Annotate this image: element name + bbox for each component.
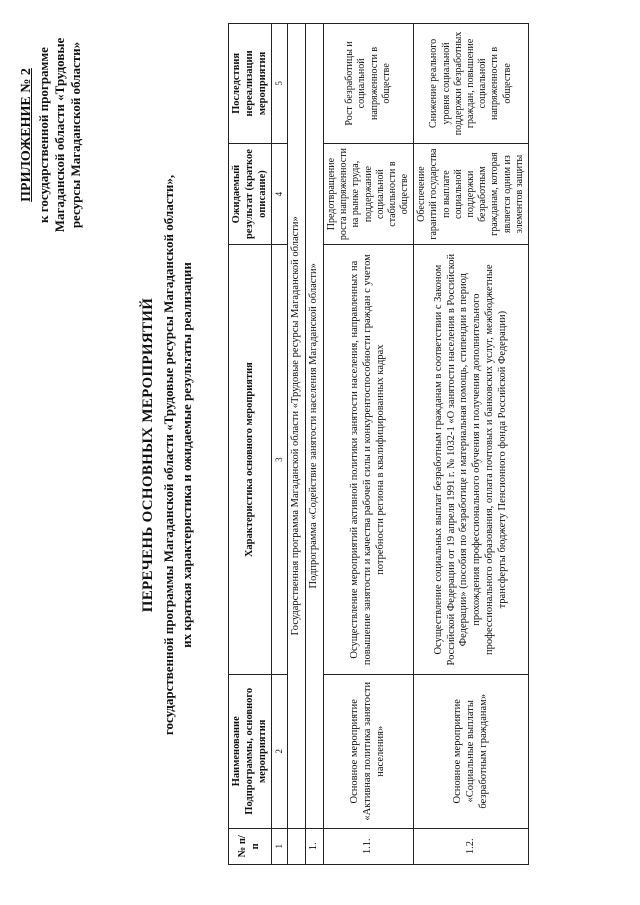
document-title <box>140 95 195 815</box>
row-consequence: Снижение реального уровня социальной поддержки безработных граждан, повышение социальной напряженности в обществе <box>414 24 529 144</box>
appendix-line: ресурсы Магаданской области» <box>68 41 83 229</box>
col-number: 4 <box>272 143 288 245</box>
header-num: № п/п <box>229 828 272 864</box>
col-number: 2 <box>272 674 288 828</box>
appendix-line: к государственной программе <box>35 47 51 223</box>
subprogram-title: Подпрограмма «Содействие занятости населения Магаданской области» <box>306 24 324 829</box>
row-num: 1.1. <box>323 828 413 864</box>
row-result: Предотвращение роста напряженности на рынке труда, поддержание социальной стабильности в обществе <box>323 143 413 245</box>
header-result: Ожидаемый результат (краткое описание) <box>229 143 272 245</box>
appendix-line: Магаданской области «Трудовые <box>51 37 67 233</box>
row-num: 1.2. <box>414 828 529 864</box>
column-number-row <box>272 24 288 865</box>
program-row <box>288 24 306 865</box>
table-row <box>323 24 413 865</box>
subprogram-row <box>306 24 324 865</box>
col-number: 3 <box>272 245 288 675</box>
appendix-heading: ПРИЛОЖЕНИЕ № 2 <box>19 68 34 202</box>
subprogram-num: 1. <box>306 828 324 864</box>
row-description: Осуществление мероприятий активной политики занятости населения, направленных на повышение занятости и качества рабочей силы и конкурентоспособности граждан с учетом потребности региона в квалифицированных кадрах <box>323 245 413 675</box>
title-main: ПЕРЕЧЕНЬ ОСНОВНЫХ МЕРОПРИЯТИЙ <box>140 297 156 613</box>
measures-table <box>228 23 529 865</box>
table-row <box>414 24 529 865</box>
table-header-row <box>229 24 272 865</box>
appendix-block <box>18 25 84 245</box>
row-consequence: Рост безработицы и социальной напряженности в обществе <box>323 24 413 144</box>
row-name: Основное мероприятие «Активная политика занятости населения» <box>323 674 413 828</box>
program-num-cell <box>288 828 306 864</box>
title-line2: государственной программы Магаданской области «Трудовые ресурсы Магаданской области», <box>161 174 176 736</box>
row-description: Осуществление социальных выплат безработным гражданам в соответствии с Законом Российской Федерации от 19 апреля 1991 г. № 1032-1 «О занятости населения в Российской Федерации» (пособия по безработице и материальная помощь, стипендии в период прохождения профессионального обучения и получения дополнительного профессионального образования, оплата почтовых и банковских услуг, межбюджетные трансферты бюджету Пенсионного фонда Российской Федерации) <box>414 245 529 675</box>
header-description: Характеристика основного мероприятия <box>229 245 272 675</box>
col-number: 1 <box>272 828 288 864</box>
header-name: Наименование Подпрограммы, основного мероприятия <box>229 674 272 828</box>
row-result: Обеспечение гарантий государства по выплате социальной поддержки безработным гражданам, которая является одним из элементов защиты <box>414 143 529 245</box>
title-line3: их краткая характеристика и ожидаемые результаты реализации <box>179 262 194 648</box>
header-consequence: Последствия нереализации мероприятия <box>229 24 272 144</box>
program-title: Государственная программа Магаданской области «Трудовые ресурсы Магаданской области» <box>288 24 306 829</box>
col-number: 5 <box>272 24 288 144</box>
row-name: Основное мероприятие «Социальные выплаты безработным гражданам» <box>414 674 529 828</box>
